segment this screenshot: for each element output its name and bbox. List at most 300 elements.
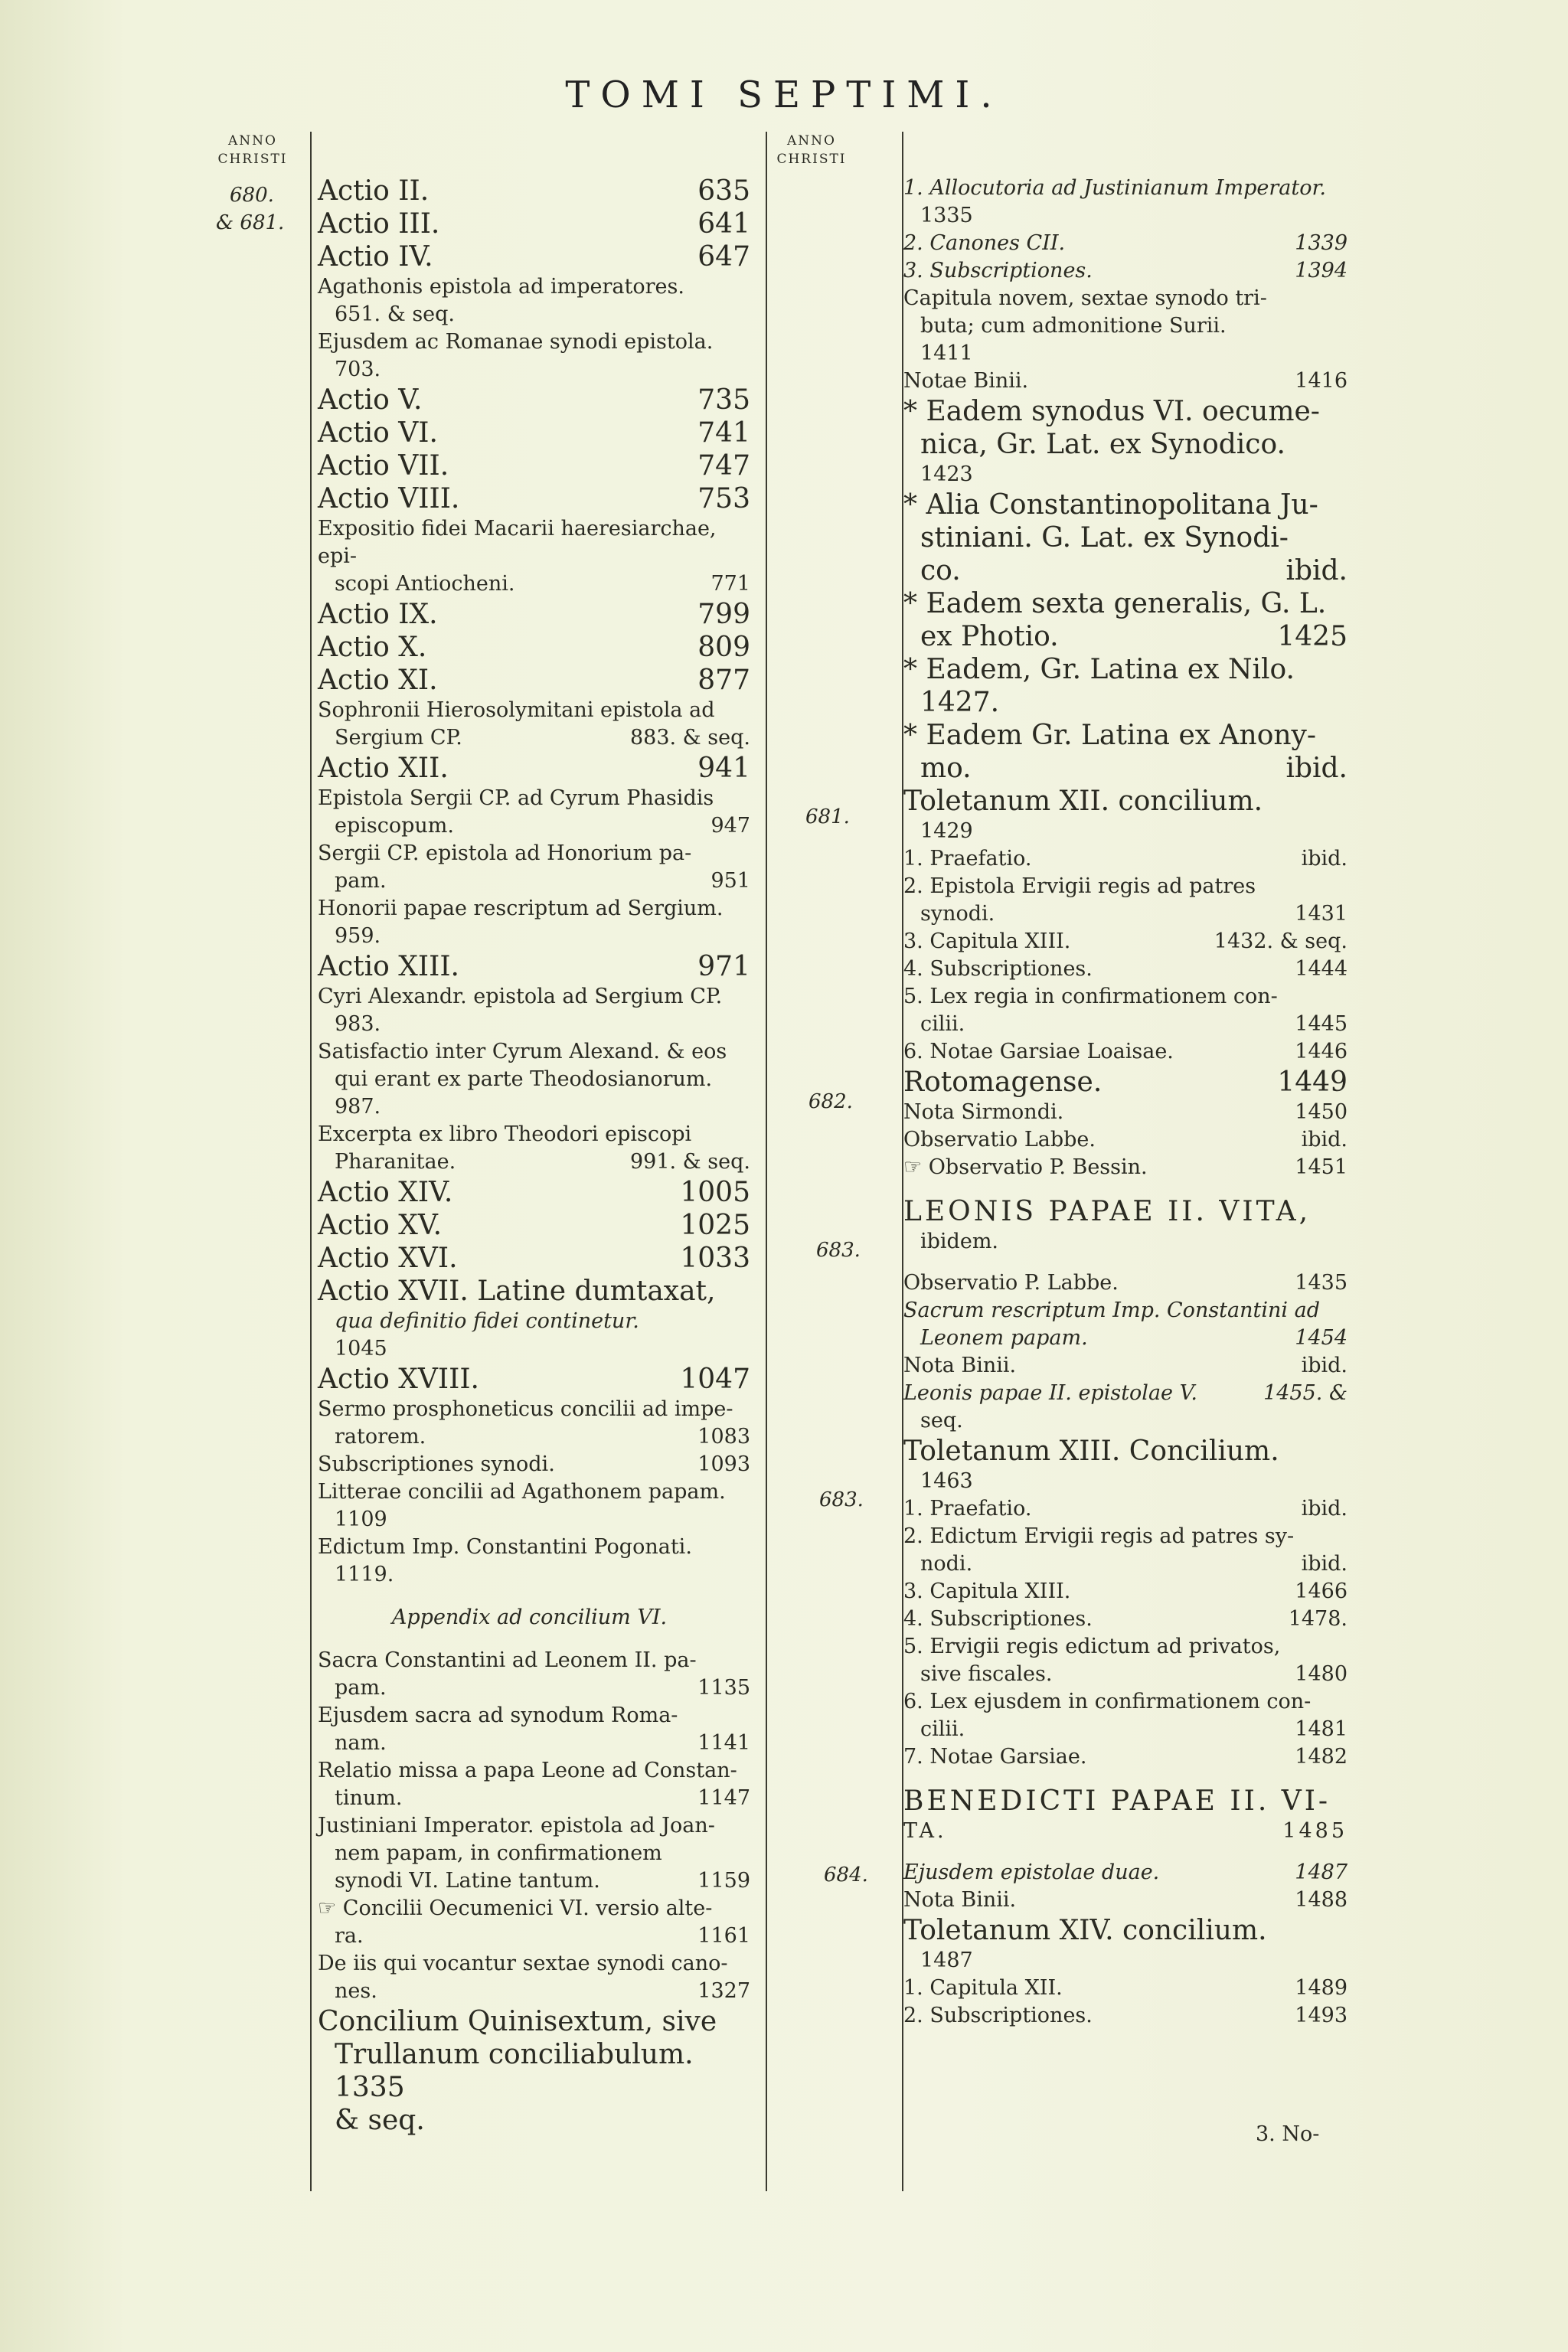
index-entry	[903, 1716, 1348, 1743]
entry-page: 1481	[1295, 1717, 1348, 1741]
index-entry	[903, 1947, 1348, 1975]
index-entry	[903, 1038, 1348, 1066]
index-entry	[318, 923, 750, 950]
entry-title: cilii.	[920, 1012, 965, 1036]
index-entry	[903, 1661, 1348, 1688]
entry-title: Toletanum XIII. Concilium.	[903, 1436, 1279, 1467]
index-entry	[903, 1099, 1348, 1126]
anno-label: ANNO	[787, 133, 836, 149]
entry-title: 987.	[335, 1095, 381, 1119]
index-entry	[903, 285, 1348, 312]
index-entry	[318, 449, 750, 482]
year-note: 683.	[816, 1239, 861, 1262]
entry-title: 1487	[920, 1949, 973, 1972]
year-note: 681.	[805, 805, 850, 828]
entry-page: 735	[697, 384, 750, 416]
index-entry	[903, 1011, 1348, 1038]
index-entry	[903, 785, 1348, 818]
index-entry	[318, 598, 750, 631]
index-entry	[903, 653, 1348, 686]
index-entry	[318, 1534, 750, 1561]
entry-title: Sermo prosphoneticus concilii ad impe-	[318, 1397, 733, 1421]
entry-page: 1141	[697, 1731, 750, 1755]
index-entry	[318, 301, 750, 328]
index-entry	[318, 416, 750, 449]
index-entry	[903, 1743, 1348, 1771]
index-entry	[903, 1407, 1348, 1435]
entry-title: 703.	[335, 358, 381, 381]
entry-page: 1432. & seq.	[1214, 929, 1348, 953]
entry-title: TA.	[903, 1819, 947, 1843]
index-entry	[318, 240, 750, 273]
entry-title: Expositio fidei Macarii haeresiarchae, epi-	[318, 517, 717, 568]
entry-page: 1431	[1295, 902, 1348, 926]
entry-title: 2. Subscriptiones.	[903, 2004, 1093, 2027]
index-entry	[903, 312, 1348, 340]
entry-page: 1451	[1295, 1155, 1348, 1179]
entry-title: 983.	[335, 1012, 381, 1036]
index-entry	[903, 1785, 1348, 1818]
entry-title: nem papam, in confirmationem	[335, 1841, 662, 1865]
index-entry	[903, 1380, 1348, 1407]
index-entry	[318, 1209, 750, 1242]
entry-page: 941	[697, 753, 750, 784]
entry-page: 809	[697, 632, 750, 663]
index-entry	[903, 368, 1348, 395]
entry-title: Nota Sirmondi.	[903, 1100, 1064, 1124]
entry-title: Appendix ad concilium VI.	[391, 1606, 668, 1629]
entry-title: 1423	[920, 462, 973, 486]
index-entry	[318, 664, 750, 697]
index-entry	[903, 620, 1348, 653]
entry-page: 1005	[680, 1177, 750, 1208]
entry-title: 1429	[920, 819, 973, 843]
index-entry	[903, 230, 1348, 257]
entry-page: 1480	[1295, 1662, 1348, 1686]
entry-title: 1109	[335, 1508, 387, 1531]
index-entry	[318, 724, 750, 752]
index-entry	[903, 1181, 1348, 1195]
entry-title: 959.	[335, 924, 381, 948]
entry-page: 951	[710, 869, 750, 893]
entry-title: tinum.	[335, 1786, 403, 1810]
index-entry	[903, 340, 1348, 368]
entry-title: nam.	[335, 1731, 387, 1755]
index-entry	[318, 785, 750, 812]
entry-page: 1485	[1282, 1819, 1348, 1843]
entry-title: buta; cum admonitione Surii.	[920, 314, 1227, 338]
entry-title: Sergium CP.	[335, 726, 462, 750]
entry-title: ratorem.	[335, 1425, 426, 1449]
entry-page: 753	[697, 483, 750, 514]
entry-title: Actio XIV.	[318, 1177, 453, 1208]
entry-title: Actio IX.	[318, 599, 438, 630]
entry-page: 1449	[1277, 1067, 1348, 1098]
index-entry	[903, 1578, 1348, 1606]
entry-page: 1047	[680, 1364, 750, 1395]
index-entry	[903, 956, 1348, 983]
entry-page: 1093	[697, 1452, 750, 1476]
entry-title: 1463	[920, 1469, 973, 1493]
index-entry	[318, 1308, 750, 1335]
entry-title: Cyri Alexandr. epistola ad Sergium CP.	[318, 985, 723, 1008]
entry-title: De iis qui vocantur sextae synodi cano-	[318, 1952, 728, 1975]
index-entry	[318, 1363, 750, 1396]
entry-page: 1478.	[1288, 1607, 1348, 1631]
index-entry	[318, 1633, 750, 1647]
entry-title: Capitula novem, sextae synodo tri-	[903, 286, 1267, 310]
entry-title: Actio IV.	[318, 241, 433, 273]
entry-title: Leonis papae II. epistolae V.	[903, 1381, 1197, 1405]
entry-title: 1119.	[335, 1563, 394, 1586]
column-rule	[766, 132, 767, 2191]
index-entry	[318, 1561, 750, 1589]
entry-title: Pharanitae.	[335, 1150, 456, 1174]
entry-title: 4. Subscriptiones.	[903, 957, 1093, 981]
index-entry	[903, 395, 1348, 428]
index-entry	[903, 1495, 1348, 1523]
entry-page: 1466	[1295, 1579, 1348, 1603]
index-entry	[903, 2002, 1348, 2030]
index-entry	[318, 1011, 750, 1038]
entry-page: 1488	[1295, 1888, 1348, 1912]
entry-title: 6. Notae Garsiae Loaisae.	[903, 1040, 1174, 1063]
christi-label: CHRISTI	[217, 152, 288, 167]
entry-page: 971	[697, 951, 750, 982]
index-entry	[318, 175, 750, 207]
entry-page: 1489	[1295, 1976, 1348, 2000]
entry-title: synodi VI. Latine tantum.	[335, 1869, 600, 1893]
entry-title: Sacra Constantini ad Leonem II. pa-	[318, 1648, 697, 1672]
entry-page: 1135	[697, 1676, 750, 1700]
entry-page: 991. & seq.	[629, 1150, 750, 1174]
entry-title: pam.	[335, 1676, 387, 1700]
entry-page: 1159	[697, 1869, 750, 1893]
entry-page: ibid.	[1285, 753, 1348, 784]
entry-title: stiniani. G. Lat. ex Synodi-	[920, 522, 1289, 554]
entry-title: 7. Notae Garsiae.	[903, 1745, 1087, 1769]
entry-title: Actio VIII.	[318, 483, 460, 514]
entry-page: 1327	[697, 1979, 750, 2003]
index-entry	[903, 1818, 1348, 1845]
entry-title: pam.	[335, 869, 387, 893]
entry-page: 1425	[1277, 621, 1348, 652]
entry-page: ibid.	[1285, 555, 1348, 586]
index-entry	[318, 1242, 750, 1275]
entry-page: 947	[710, 814, 750, 838]
entry-title: nica, Gr. Lat. ex Synodico.	[920, 429, 1285, 460]
index-entry	[903, 1859, 1348, 1886]
entry-page: 1445	[1295, 1012, 1348, 1036]
entry-page: 1493	[1295, 2004, 1348, 2027]
entry-title: * Alia Constantinopolitana Ju-	[903, 489, 1318, 521]
index-entry	[318, 1922, 750, 1950]
entry-title: Epistola Sergii CP. ad Cyrum Phasidis	[318, 786, 714, 810]
entry-page: 1435	[1295, 1271, 1348, 1295]
index-entry	[318, 2104, 750, 2137]
index-entry	[318, 384, 750, 416]
index-entry	[318, 1038, 750, 1066]
entry-title: 1411	[920, 341, 973, 365]
entry-title: Nota Binii.	[903, 1354, 1017, 1377]
entry-title: ex Photio.	[920, 621, 1059, 652]
index-entry	[903, 1352, 1348, 1380]
year-note: & 681.	[216, 211, 285, 234]
entry-title: Relatio missa a papa Leone ad Constan-	[318, 1759, 737, 1782]
entry-title: 3. Capitula XIII.	[903, 1579, 1071, 1603]
index-entry	[318, 482, 750, 515]
index-entry	[318, 631, 750, 664]
entry-title: synodi.	[920, 902, 995, 926]
index-entry	[318, 2005, 750, 2038]
index-entry	[318, 1978, 750, 2005]
year-note: 683.	[819, 1488, 864, 1511]
index-entry	[318, 983, 750, 1011]
entry-title: LEONIS PAPAE II. VITA,	[903, 1196, 1312, 1227]
index-entry	[318, 1335, 750, 1363]
entry-page: 1147	[697, 1786, 750, 1810]
entry-title: BENEDICTI PAPAE II. VI-	[903, 1785, 1331, 1817]
index-entry	[318, 273, 750, 301]
index-entry	[903, 1066, 1348, 1099]
index-entry	[903, 1914, 1348, 1947]
christi-label: CHRISTI	[776, 152, 847, 167]
index-entry	[903, 1606, 1348, 1633]
entry-title: 1. Allocutoria ad Justinianum Imperator.	[903, 176, 1326, 200]
index-entry	[318, 1674, 750, 1702]
index-entry	[903, 873, 1348, 900]
entry-title: Actio XV.	[318, 1210, 443, 1241]
entry-title: mo.	[920, 753, 972, 784]
entry-title: 3. Capitula XIII.	[903, 929, 1071, 953]
entry-page: 1394	[1295, 259, 1348, 283]
entry-title: Concilium Quinisextum, sive	[318, 2006, 717, 2037]
column-rule	[310, 132, 312, 2191]
index-entry	[318, 1895, 750, 1922]
entry-title: Actio XVII. Latine dumtaxat,	[318, 1276, 716, 1307]
index-entry	[318, 1785, 750, 1812]
entry-title: Edictum Imp. Constantini Pogonati.	[318, 1535, 692, 1559]
index-entry	[318, 207, 750, 240]
entry-title: Sophronii Hierosolymitani epistola ad	[318, 698, 715, 722]
catchword: 3. No-	[1256, 2122, 1320, 2146]
index-entry	[318, 1148, 750, 1176]
index-entry	[903, 845, 1348, 873]
entry-page: 1454	[1295, 1326, 1348, 1350]
left-column	[318, 175, 750, 2137]
entry-title: ☞ Concilii Oecumenici VI. versio alte-	[318, 1896, 713, 1920]
entry-page: ibid.	[1301, 847, 1348, 871]
entry-title: Actio XVI.	[318, 1243, 458, 1274]
entry-page: ibid.	[1301, 1354, 1348, 1377]
entry-title: Litterae concilii ad Agathonem papam.	[318, 1480, 726, 1504]
entry-page: 877	[697, 665, 750, 696]
entry-title: Actio XVIII.	[318, 1364, 479, 1395]
index-entry	[903, 928, 1348, 956]
entry-title: Justiniani Imperator. epistola ad Joan-	[318, 1814, 715, 1838]
entry-page: ibid.	[1301, 1552, 1348, 1576]
index-entry	[318, 1840, 750, 1867]
entry-title: scopi Antiocheni.	[335, 572, 515, 596]
entry-page: 1033	[680, 1243, 750, 1274]
entry-page: 1025	[680, 1210, 750, 1241]
entry-title: 6. Lex ejusdem in confirmationem con-	[903, 1690, 1312, 1713]
index-entry	[903, 202, 1348, 230]
entry-title: 2. Epistola Ervigii regis ad patres	[903, 874, 1256, 898]
entry-title: ☞ Observatio P. Bessin.	[903, 1155, 1148, 1179]
entry-title: Observatio Labbe.	[903, 1128, 1096, 1152]
index-entry	[903, 1688, 1348, 1716]
index-entry	[903, 752, 1348, 785]
entry-title: sive fiscales.	[920, 1662, 1053, 1686]
index-entry	[903, 1523, 1348, 1550]
index-entry	[318, 1093, 750, 1121]
entry-title: nes.	[335, 1979, 377, 2003]
entry-title: Ejusdem ac Romanae synodi epistola.	[318, 330, 714, 354]
index-entry	[318, 1950, 750, 1978]
index-entry	[318, 895, 750, 923]
entry-title: cilii.	[920, 1717, 965, 1741]
entry-title: Actio X.	[318, 632, 427, 663]
entry-title: 1335	[920, 204, 973, 227]
index-entry	[318, 1602, 750, 1633]
index-entry	[903, 461, 1348, 488]
index-entry	[903, 1297, 1348, 1325]
index-entry	[903, 587, 1348, 620]
entry-page: 1339	[1295, 231, 1348, 255]
index-entry	[318, 1730, 750, 1757]
index-entry	[903, 1550, 1348, 1578]
entry-title: 2. Canones CII.	[903, 231, 1066, 255]
index-entry	[318, 1702, 750, 1730]
index-entry	[903, 488, 1348, 521]
entry-title: * Eadem synodus VI. oecume-	[903, 396, 1320, 427]
index-entry	[318, 570, 750, 598]
index-entry	[903, 1228, 1348, 1256]
entry-title: Nota Binii.	[903, 1888, 1017, 1912]
index-entry	[318, 840, 750, 867]
entry-title: Honorii papae rescriptum ad Sergium.	[318, 897, 724, 920]
index-entry	[318, 328, 750, 356]
index-entry	[318, 1757, 750, 1785]
entry-page: 1487	[1295, 1860, 1348, 1884]
index-entry	[318, 515, 750, 570]
entry-title: ra.	[335, 1924, 364, 1948]
index-entry	[318, 2038, 750, 2104]
index-entry	[903, 900, 1348, 928]
year-note: 680.	[230, 184, 274, 207]
index-entry	[318, 1867, 750, 1895]
entry-page: 771	[710, 572, 750, 596]
index-entry	[318, 1812, 750, 1840]
entry-page: 747	[697, 450, 750, 482]
index-entry	[318, 1506, 750, 1534]
index-entry	[903, 257, 1348, 285]
entry-title: 4. Subscriptiones.	[903, 1607, 1093, 1631]
entry-page: 1083	[697, 1425, 750, 1449]
entry-title: Subscriptiones synodi.	[318, 1452, 555, 1476]
index-entry	[318, 1066, 750, 1093]
entry-title: Rotomagense.	[903, 1067, 1102, 1098]
entry-title: * Eadem, Gr. Latina ex Nilo.	[903, 654, 1295, 685]
index-entry	[903, 1845, 1348, 1859]
entry-title: qui erant ex parte Theodosianorum.	[335, 1067, 713, 1091]
entry-title: co.	[920, 555, 961, 586]
entry-title: Agathonis epistola ad imperatores.	[318, 275, 684, 299]
entry-title: 5. Lex regia in confirmationem con-	[903, 985, 1278, 1008]
entry-title: 5. Ervigii regis edictum ad privatos,	[903, 1635, 1281, 1658]
index-entry	[318, 752, 750, 785]
anno-label: ANNO	[228, 133, 277, 149]
index-entry	[318, 1423, 750, 1451]
entry-title: 1. Praefatio.	[903, 847, 1032, 871]
entry-page: 799	[697, 599, 750, 630]
index-entry	[903, 1325, 1348, 1352]
entry-title: Actio XII.	[318, 753, 449, 784]
index-entry	[903, 1269, 1348, 1297]
entry-title: Toletanum XIV. concilium.	[903, 1915, 1267, 1946]
index-entry	[903, 521, 1348, 554]
entry-title: 1427.	[920, 687, 1000, 718]
left-margin-heading	[207, 132, 299, 168]
entry-title: seq.	[920, 1409, 963, 1432]
entry-title: ibidem.	[920, 1230, 999, 1253]
entry-title: episcopum.	[335, 814, 454, 838]
entry-page: 1416	[1295, 369, 1348, 393]
index-entry	[903, 554, 1348, 587]
index-entry	[318, 812, 750, 840]
index-entry	[318, 867, 750, 895]
index-entry	[903, 818, 1348, 845]
entry-title: Actio XI.	[318, 665, 438, 696]
index-entry	[903, 1435, 1348, 1468]
index-entry	[903, 1468, 1348, 1495]
index-entry	[903, 719, 1348, 752]
index-entry	[903, 1886, 1348, 1914]
entry-title: Excerpta ex libro Theodori episcopi	[318, 1122, 692, 1146]
entry-title: Actio VII.	[318, 450, 449, 482]
mid-margin-heading	[766, 132, 858, 168]
entry-title: Ejusdem sacra ad synodum Roma-	[318, 1704, 678, 1727]
index-entry	[318, 1589, 750, 1602]
entry-title: 3. Subscriptiones.	[903, 259, 1093, 283]
entry-title: Actio XIII.	[318, 951, 459, 982]
entry-title: & seq.	[335, 2105, 425, 2136]
entry-title: Sacrum rescriptum Imp. Constantini ad	[903, 1298, 1320, 1322]
entry-page: ibid.	[1301, 1128, 1348, 1152]
entry-page: 641	[697, 208, 750, 240]
right-column	[903, 175, 1348, 2030]
entry-title: Satisfactio inter Cyrum Alexand. & eos	[318, 1040, 727, 1063]
entry-title: 1. Praefatio.	[903, 1497, 1032, 1521]
entry-page: 1450	[1295, 1100, 1348, 1124]
entry-title: Trullanum conciliabulum. 1335	[335, 2039, 694, 2103]
entry-page: ibid.	[1301, 1497, 1348, 1521]
entry-title: Leonem papam.	[920, 1326, 1088, 1350]
index-entry	[903, 983, 1348, 1011]
entry-page: 635	[697, 175, 750, 207]
entry-title: Toletanum XII. concilium.	[903, 786, 1263, 817]
index-entry	[318, 697, 750, 724]
entry-title: Notae Binii.	[903, 369, 1029, 393]
entry-title: nodi.	[920, 1552, 973, 1576]
index-entry	[903, 686, 1348, 719]
entry-page: 1482	[1295, 1745, 1348, 1769]
entry-page: 647	[697, 241, 750, 273]
index-entry	[903, 1256, 1348, 1269]
entry-title: Actio V.	[318, 384, 423, 416]
year-note: 682.	[808, 1090, 853, 1113]
